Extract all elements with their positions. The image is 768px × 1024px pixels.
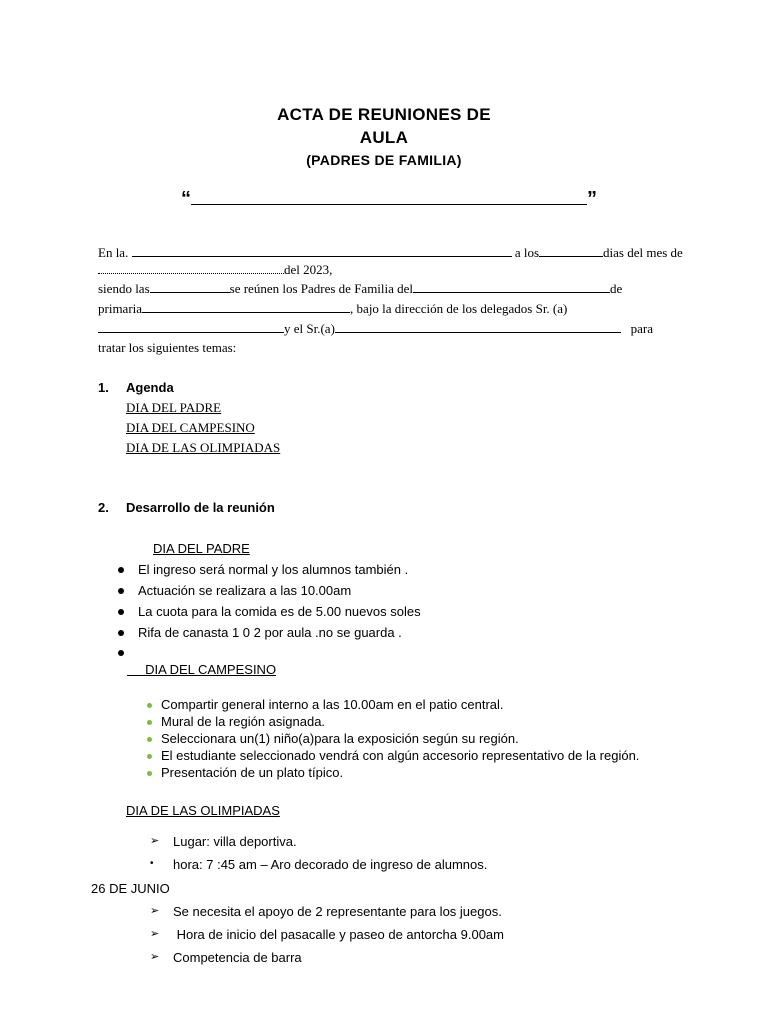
padre-item: El ingreso será normal y los alumnos también . [138, 562, 409, 577]
blank-field [539, 244, 603, 257]
intro-text: dias del mes de [603, 245, 683, 260]
intro-text: para [630, 321, 654, 336]
blank-field [335, 320, 621, 333]
intro-text: a los [514, 245, 540, 260]
agenda-item: DIA DEL PADRE [126, 400, 222, 415]
quote-blank-line [191, 184, 587, 205]
section-1-number: 1. [98, 380, 109, 395]
bullet-dot-icon [118, 650, 124, 656]
blank-field [98, 320, 284, 333]
campesino-item: Seleccionara un(1) niño(a)para la exposición según su región. [161, 731, 519, 746]
bullet-dot-icon [118, 630, 124, 636]
quote-close: ” [587, 188, 597, 210]
title-line-2: AULA [359, 128, 409, 147]
campesino-item: El estudiante seleccionado vendrá con algún accesorio representativo de la región. [161, 748, 640, 763]
subtitle: (PADRES DE FAMILIA) [306, 152, 462, 168]
bullet-dot-icon [118, 609, 124, 615]
campesino-item: Presentación de un plato típico. [161, 765, 344, 780]
intro-text: siendo las [98, 281, 150, 296]
small-bullet-icon: • [150, 858, 154, 869]
bullet-dot-icon [118, 567, 124, 573]
intro-text: se reúnen los Padres de Familia del [229, 281, 414, 296]
olimpiadas-item: Se necesita el apoyo de 2 representante para los juegos. [173, 904, 502, 919]
blank-field [150, 280, 230, 293]
quote-open: “ [181, 188, 191, 210]
olimpiadas-item: Lugar: villa deportiva. [173, 834, 297, 849]
green-bullet-icon [147, 771, 152, 776]
intro-text: , bajo la dirección de los delegados Sr. (a) [350, 301, 568, 316]
green-bullet-icon [147, 720, 152, 725]
intro-text: de [610, 281, 623, 296]
agenda-item: DIA DEL CAMPESINO [126, 420, 255, 435]
padre-item: Rifa de canasta 1 0 2 por aula .no se guarda . [138, 625, 402, 640]
dotted-field [98, 261, 284, 274]
green-bullet-icon [147, 754, 152, 759]
section-1-heading: Agenda [126, 380, 174, 395]
intro-line-5 [98, 320, 653, 337]
intro-text: En la. [98, 245, 129, 260]
quote-line [181, 184, 597, 211]
section-2-heading: Desarrollo de la reunión [126, 500, 275, 515]
blank-field [132, 244, 512, 257]
padre-item: La cuota para la comida es de 5.00 nuevos soles [138, 604, 421, 619]
campesino-item: Compartir general interno a las 10.00am en el patio central. [161, 697, 504, 712]
title-line-1: ACTA DE REUNIONES DE [277, 105, 491, 124]
blank-field [142, 300, 350, 313]
campesino-heading-text: DIA DEL CAMPESINO [145, 662, 277, 677]
date-label: 26 DE JUNIO [91, 881, 170, 896]
campesino-item: Mural de la región asignada. [161, 714, 326, 729]
intro-line-1 [98, 244, 683, 261]
olimpiadas-item: Hora de inicio del pasacalle y paseo de antorcha 9.00am [173, 927, 504, 942]
intro-line-2 [98, 261, 332, 278]
intro-text: primaria [98, 301, 143, 316]
blank-field [413, 280, 610, 293]
olimpiadas-heading: DIA DE LAS OLIMPIADAS [126, 803, 280, 818]
arrow-bullet-icon: ➢ [150, 904, 160, 917]
intro-line-3 [98, 280, 672, 297]
arrow-bullet-icon: ➢ [150, 834, 160, 847]
section-2-number: 2. [98, 500, 109, 515]
intro-line-4 [98, 300, 567, 317]
campesino-heading [127, 662, 276, 677]
intro-line-6: tratar los siguientes temas: [98, 340, 237, 355]
green-bullet-icon [147, 737, 152, 742]
agenda-item: DIA DE LAS OLIMPIADAS [126, 440, 281, 455]
arrow-bullet-icon: ➢ [150, 927, 160, 940]
padre-heading: DIA DEL PADRE [153, 541, 250, 556]
olimpiadas-item: hora: 7 :45 am – Aro decorado de ingreso de alumnos. [173, 857, 488, 872]
intro-text: y el Sr.(a) [284, 321, 335, 336]
arrow-bullet-icon: ➢ [150, 950, 160, 963]
olimpiadas-item: Competencia de barra [173, 950, 302, 965]
padre-item: Actuación se realizara a las 10.00am [138, 583, 352, 598]
intro-text: del 2023, [284, 262, 333, 277]
green-bullet-icon [147, 703, 152, 708]
bullet-dot-icon [118, 588, 124, 594]
